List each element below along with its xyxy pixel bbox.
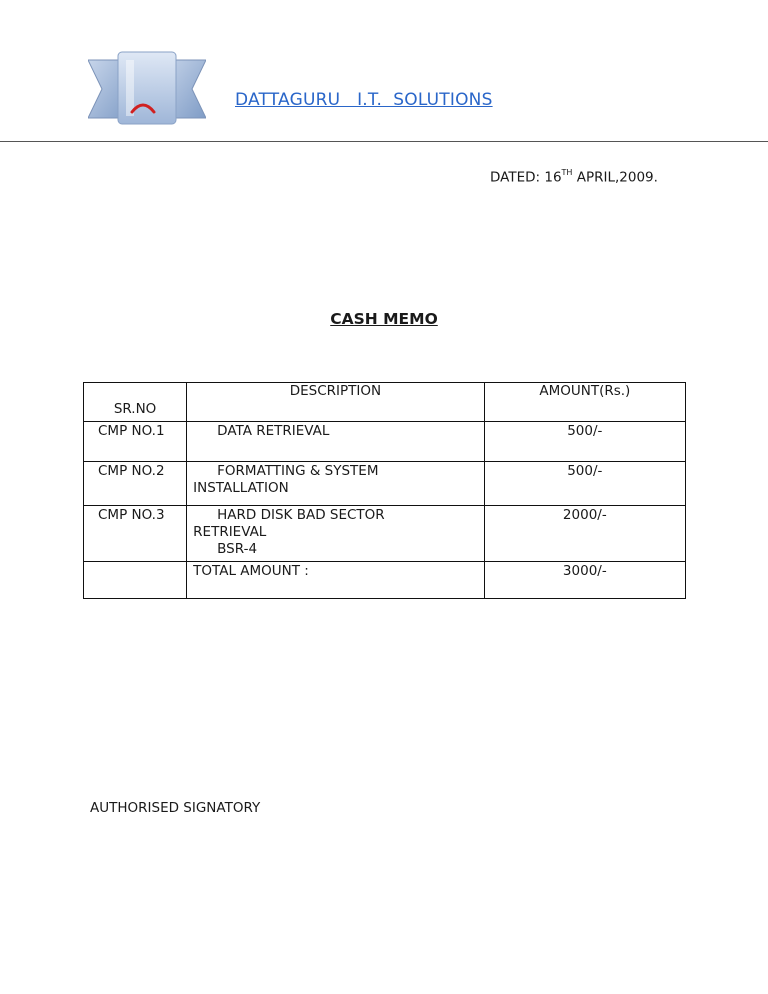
table-row bbox=[84, 462, 686, 506]
company-name[interactable]: DATTAGURU I.T. SOLUTIONS bbox=[235, 90, 493, 110]
total-row bbox=[84, 562, 686, 599]
row-description bbox=[187, 422, 484, 462]
description-line: INSTALLATION bbox=[193, 480, 289, 496]
memo-date bbox=[490, 169, 658, 186]
column-header-amount: AMOUNT(Rs.) bbox=[484, 383, 685, 422]
table-row bbox=[84, 422, 686, 462]
total-row-empty-cell bbox=[84, 562, 187, 599]
cash-memo-table bbox=[83, 382, 686, 599]
description-line: RETRIEVAL bbox=[193, 524, 267, 540]
description-line: DATA RETRIEVAL bbox=[217, 423, 330, 439]
table-row bbox=[84, 506, 686, 562]
authorised-signatory: AUTHORISED SIGNATORY bbox=[90, 800, 261, 816]
row-amount: 500/- bbox=[484, 462, 685, 506]
date-superscript: TH bbox=[561, 168, 573, 177]
total-amount: 3000/- bbox=[484, 562, 685, 599]
column-header-srno: SR.NO bbox=[84, 383, 187, 422]
description-line: BSR-4 bbox=[217, 541, 258, 557]
header-divider bbox=[0, 141, 768, 142]
date-suffix: APRIL,2009. bbox=[572, 169, 658, 186]
row-amount: 500/- bbox=[484, 422, 685, 462]
row-srno: CMP NO.3 bbox=[84, 506, 187, 562]
date-prefix: DATED: 16 bbox=[490, 169, 562, 186]
row-amount: 2000/- bbox=[484, 506, 685, 562]
description-line: HARD DISK BAD SECTOR bbox=[217, 507, 385, 523]
row-srno: CMP NO.1 bbox=[84, 422, 187, 462]
column-header-description: DESCRIPTION bbox=[187, 383, 484, 422]
total-label: TOTAL AMOUNT : bbox=[187, 562, 484, 599]
company-logo bbox=[88, 50, 206, 128]
document-title: CASH MEMO bbox=[330, 310, 438, 328]
row-description bbox=[187, 462, 484, 506]
table-header-row bbox=[84, 383, 686, 422]
row-description bbox=[187, 506, 484, 562]
row-srno: CMP NO.2 bbox=[84, 462, 187, 506]
description-line: FORMATTING & SYSTEM bbox=[217, 463, 379, 479]
